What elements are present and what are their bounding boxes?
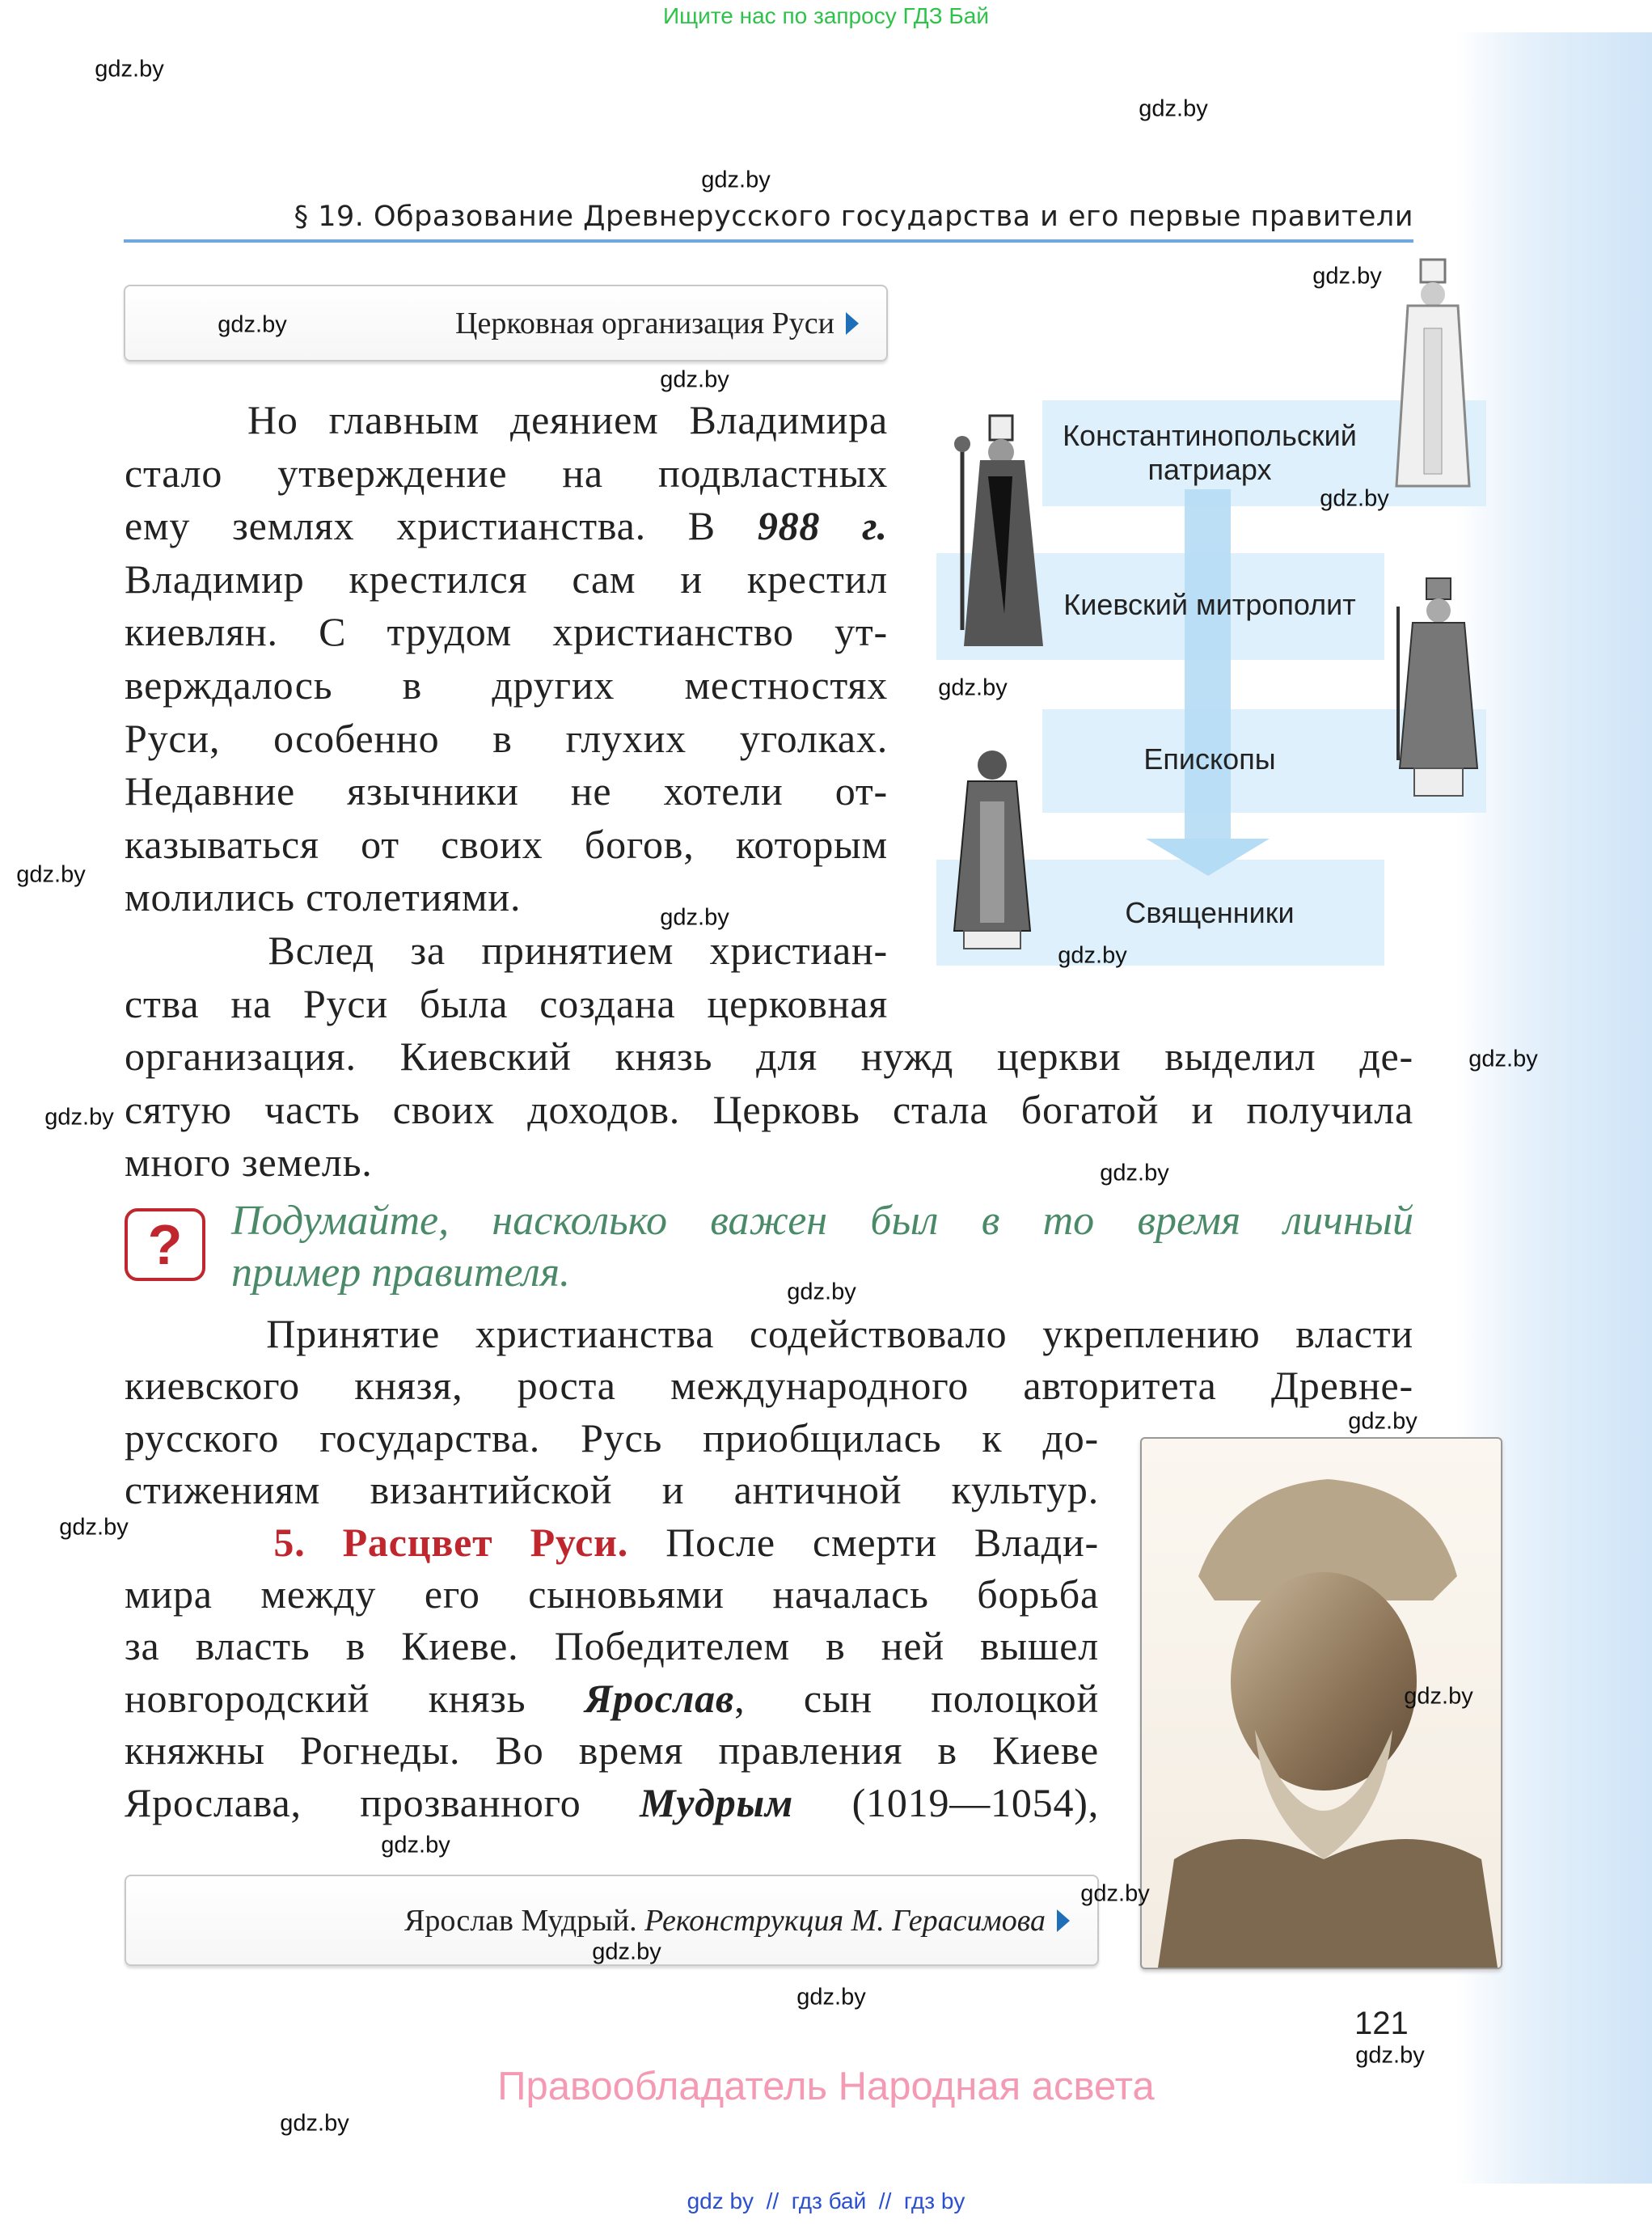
text-segment: ему землях христианства. В <box>125 503 758 549</box>
text-segment: сятую часть своих доходов. Церковь стала богатой и получила <box>125 1086 1413 1132</box>
watermark: gdz.by <box>787 1279 856 1305</box>
watermark: gdz.by <box>1348 1408 1418 1435</box>
text-segment: , сын полоцкой <box>734 1675 1099 1721</box>
text-line <box>125 1412 1099 1464</box>
text-segment: верждалось в других местностях <box>125 662 888 708</box>
text-segment: ства на Руси была создана церковная <box>125 980 888 1026</box>
text-line <box>125 1568 1099 1620</box>
watermark: gdz.by <box>1404 1683 1473 1710</box>
text-segment: стало утверждение на подвластных <box>125 450 888 496</box>
text-segment: казываться от своих богов, которым <box>125 821 888 867</box>
bottom-links[interactable]: gdz by // гдз бай // гдз by <box>687 2188 965 2213</box>
text-line <box>125 1516 1099 1568</box>
text-line <box>125 712 888 764</box>
text-line <box>125 1030 1413 1082</box>
watermark: gdz.by <box>59 1514 129 1541</box>
top-note: Ищите нас по запросу ГДЗ Бай <box>662 3 990 28</box>
watermark: gdz.by <box>796 1984 866 2010</box>
text-line <box>125 1359 1413 1411</box>
copyright-notice: Правообладатель Народная асвета <box>497 2065 1155 2108</box>
text-segment: После смерти Влади- <box>628 1519 1099 1565</box>
text-line <box>125 765 888 817</box>
level-label-priests: Священники <box>1125 896 1295 929</box>
text-line <box>125 447 888 499</box>
watermark: gdz.by <box>1320 485 1389 512</box>
patriarch-figure-icon <box>1390 256 1475 498</box>
down-arrow-icon <box>1140 485 1278 882</box>
text-segment: молились столетиями. <box>125 874 522 920</box>
watermark: gdz.by <box>280 2110 349 2137</box>
text-segment: киевского князя, роста международного авторитета Древне- <box>125 1363 1413 1409</box>
level-label-patriarch: Константинопольский патриарх <box>1063 419 1357 486</box>
watermark: gdz.by <box>44 1104 114 1131</box>
text-segment: Руси, особенно в глухих уголках. <box>125 715 888 761</box>
emphasis-text: Мудрым <box>640 1779 794 1825</box>
priest-figure-icon <box>948 745 1037 952</box>
text-segment: много земель. <box>125 1139 373 1186</box>
question-line: Подумайте, насколько важен был в то время личный <box>231 1198 1413 1244</box>
level-label-bishops: Епископы <box>1143 742 1276 776</box>
watermark: gdz.by <box>1058 942 1127 969</box>
watermark: gdz.by <box>701 167 771 193</box>
watermark: gdz.by <box>1355 2042 1425 2069</box>
text-segment: Принятие христианства содействовало укреплению власти <box>125 1311 1413 1356</box>
triangle-pointer-icon <box>846 312 859 335</box>
text-line <box>125 1308 1413 1359</box>
watermark: gdz.by <box>660 366 729 393</box>
text-segment: стижениям византийской и античной культур. <box>125 1467 1099 1513</box>
text-segment: киевлян. С трудом христианство ут- <box>125 609 888 655</box>
emphasis-text: 988 г. <box>757 503 888 549</box>
text-line <box>125 978 888 1030</box>
text-segment: Ярослава, прозванного <box>125 1779 640 1825</box>
text-line <box>125 553 888 605</box>
watermark: gdz.by <box>381 1832 450 1858</box>
text-line <box>125 1084 1413 1135</box>
watermark: gdz.by <box>592 1939 661 1965</box>
page-number: 121 <box>1354 2006 1409 2041</box>
text-segment: Владимир крестился сам и крестил <box>125 556 888 602</box>
text-line <box>125 1136 1413 1188</box>
watermark: gdz.by <box>660 904 729 931</box>
triangle-pointer-icon <box>1057 1909 1070 1932</box>
text-segment: за власть в Киеве. Победителем в ней вышел <box>125 1623 1099 1669</box>
watermark: gdz.by <box>1139 95 1208 122</box>
emphasis-text: 5. Расцвет Руси. <box>273 1519 629 1565</box>
text-line <box>125 500 888 552</box>
text-segment: новгородский князь <box>125 1675 585 1721</box>
text-line <box>125 1464 1099 1516</box>
text-line <box>125 606 888 657</box>
text-segment: Вслед за принятием христиан- <box>125 928 888 973</box>
caption-desc: Реконструкция М. Герасимова <box>636 1903 1046 1938</box>
bishop-figure-icon <box>1390 574 1483 799</box>
text-line <box>125 818 888 870</box>
text-segment <box>125 1520 273 1565</box>
text-segment: Но главным деянием Владимира <box>125 397 888 442</box>
watermark: gdz.by <box>1080 1880 1150 1907</box>
watermark: gdz.by <box>1312 263 1382 290</box>
watermark: gdz.by <box>938 674 1008 701</box>
watermark: gdz.by <box>95 56 164 82</box>
page-header: § 19. Образование Древнерусского государства и его первые правители <box>294 201 1413 233</box>
text-segment: княжны Рогнеды. Во время правления в Киеве <box>125 1727 1099 1774</box>
text-segment: организация. Киевский князь для нужд церкви выделил де- <box>125 1034 1413 1080</box>
caption-name: Ярослав Мудрый. <box>404 1903 637 1938</box>
text-segment: Недавние язычники не хотели от- <box>125 768 888 814</box>
question-mark-icon: ? <box>125 1208 205 1281</box>
caption-text: Церковная организация Руси <box>455 306 834 340</box>
text-line <box>125 394 888 446</box>
emphasis-text: Ярослав <box>584 1675 735 1721</box>
text-line <box>125 1724 1099 1776</box>
watermark: gdz.by <box>218 311 287 338</box>
text-segment: русского государства. Русь приобщилась к до- <box>125 1414 1099 1461</box>
text-line <box>125 924 888 976</box>
text-line <box>125 1777 1099 1829</box>
text-line <box>125 1620 1099 1672</box>
header-divider <box>124 239 1413 243</box>
text-segment: мира между его сыновьями началась борьба <box>125 1571 1099 1617</box>
question-line: пример правителя. <box>231 1249 571 1296</box>
watermark: gdz.by <box>1100 1160 1169 1186</box>
watermark: gdz.by <box>1468 1046 1538 1072</box>
text-line <box>125 871 888 923</box>
text-line <box>125 659 888 711</box>
watermark: gdz.by <box>16 861 86 888</box>
level-label-metropolitan: Киевский митрополит <box>1063 588 1356 621</box>
text-line <box>125 1672 1099 1724</box>
text-segment: (1019—1054), <box>793 1779 1100 1825</box>
